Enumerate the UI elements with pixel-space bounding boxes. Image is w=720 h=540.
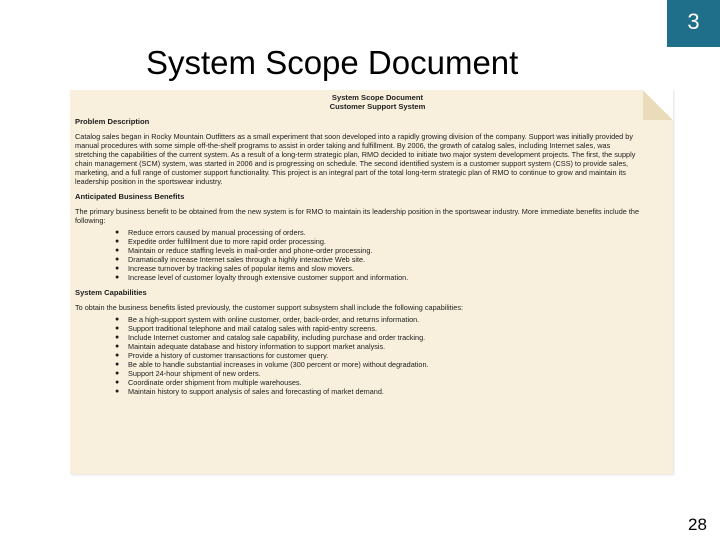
list-item: ● Increase turnover by tracking sales of popular items and slow movers. <box>115 264 640 273</box>
list-item: ● Reduce errors caused by manual processing of orders. <box>115 228 640 237</box>
list-item: ● Provide a history of customer transactions for customer query. <box>115 351 640 360</box>
list-item: ● Support traditional telephone and mail catalog sales with rapid-entry screens. <box>115 324 640 333</box>
list-item: ● Maintain history to support analysis of sales and forecasting of market demand. <box>115 387 640 396</box>
list-item: ● Be a high-support system with online customer, order, back-order, and returns information. <box>115 315 640 324</box>
section-heading: Problem Description <box>75 117 150 127</box>
slide-title: System Scope Document <box>146 44 519 81</box>
section-paragraph: Catalog sales began in Rocky Mountain Outfitters as a small experiment that soon developed into a rapidly growing division of the company. Support was initially provided by manual procedures with some simple off-the-shelf programs to assist in order taking and fulfillment. By 2006, the growth of catalog sales, including Internet sales, was stretching the capabilities of the current system. As a result of a long-term strategic plan, RMO decided to initiate two major system development projects. The first, the supply chain management (SCM) system, was started in 2006 and is progressing on schedule. The second identified system is a customer support system (CSS) to provide sales, marketing, and a full range of customer support functionality. This project is an integral part of the total long-term strategic plan of RMO to continue to grow and maintain its leadership position in the sportswear industry. <box>75 132 636 187</box>
section-paragraph: The primary business benefit to be obtained from the new system is for RMO to maintain its leadership position in the sportswear industry. More immediate benefits include the following: <box>75 207 640 226</box>
section-system-capabilities <box>75 288 640 396</box>
chapter-number-badge: 3 <box>667 0 720 47</box>
list-item: ● Support 24-hour shipment of new orders. <box>115 369 640 378</box>
section-problem-description <box>75 117 640 186</box>
section-anticipated-business-benefits <box>75 192 640 282</box>
document-content <box>75 94 640 396</box>
list-item: ● Coordinate order shipment from multiple warehouses. <box>115 378 640 387</box>
section-heading: System Capabilities <box>75 288 147 298</box>
capabilities-list <box>75 315 640 396</box>
section-paragraph: To obtain the business benefits listed previously, the customer support subsystem shall include the following capabilities: <box>75 303 464 313</box>
list-item: ● Maintain adequate database and history information to support market analysis. <box>115 342 640 351</box>
page-number: 28 <box>688 515 707 534</box>
benefits-list <box>75 228 640 282</box>
list-item: ● Expedite order fulfillment due to more rapid order processing. <box>115 237 640 246</box>
section-heading: Anticipated Business Benefits <box>75 192 185 202</box>
page-curl-corner <box>643 90 673 120</box>
list-item: ● Increase level of customer loyalty through extensive customer support and information. <box>115 273 640 282</box>
document-heading-subtitle: Customer Support System <box>329 101 426 111</box>
list-item: ● Include Internet customer and catalog sale capability, including purchase and order tracking. <box>115 333 640 342</box>
list-item: ● Dramatically increase Internet sales through a highly interactive Web site. <box>115 255 640 264</box>
list-item: ● Be able to handle substantial increases in volume (300 percent or more) without degradation. <box>115 360 640 369</box>
document-heading <box>115 94 640 111</box>
document-heading-title: System Scope Document <box>331 93 424 102</box>
list-item: ● Maintain or reduce staffing levels in mail-order and phone-order processing. <box>115 246 640 255</box>
